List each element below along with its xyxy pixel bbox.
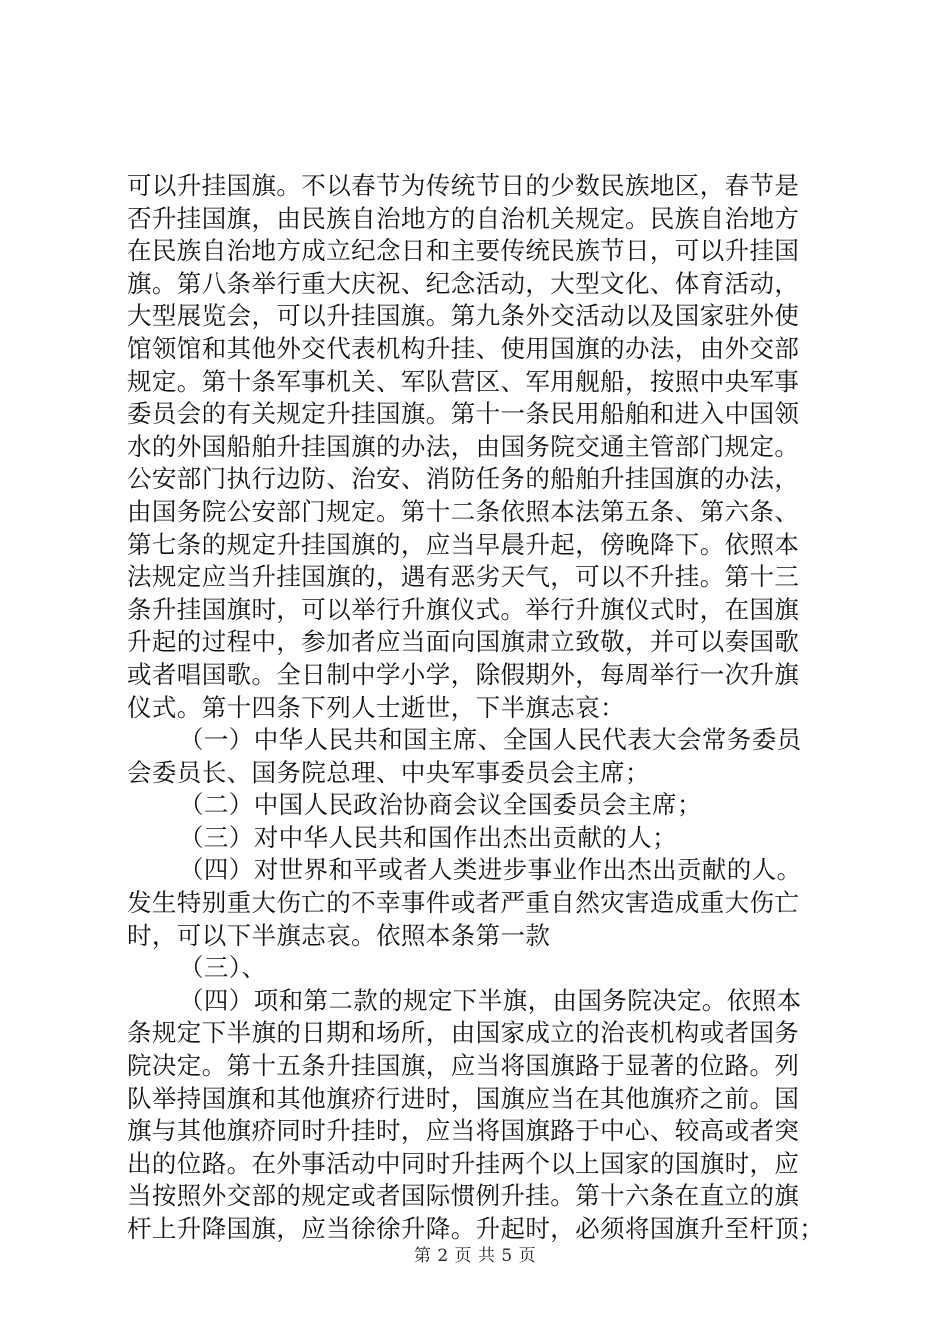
- text-line: 旗。第八条举行重大庆祝、纪念活动，大型文化、体育活动，: [127, 268, 800, 298]
- text-line: （三）、: [179, 953, 267, 983]
- text-line: 发生特别重大伤亡的不幸事件或者严重自然灾害造成重大伤亡: [127, 888, 800, 918]
- text-line: 公安部门执行边防、治安、消防任务的船舶升挂国旗的办法，: [127, 464, 800, 494]
- text-line: 升起的过程中，参加者应当面向国旗肃立致敬，并可以奏国歌: [127, 627, 800, 657]
- text-line: 杆上升降国旗，应当徐徐升降。升起时，必须将国旗升至杆顶；: [127, 1214, 825, 1243]
- text-line: 条规定下半旗的日期和场所，由国家成立的治丧机构或者国务: [127, 1018, 800, 1048]
- text-line: 条升挂国旗时，可以举行升旗仪式。举行升旗仪式时，在国旗: [127, 594, 800, 624]
- text-line: 第七条的规定升挂国旗的，应当早晨升起，傍晚降下。依照本: [127, 529, 800, 559]
- text-line: 否升挂国旗，由民族自治地方的自治机关规定。民族自治地方: [127, 203, 800, 233]
- text-line: 会委员长、国务院总理、中央军事委员会主席；: [127, 757, 650, 787]
- text-line: 出的位路。在外事活动中同时升挂两个以上国家的国旗时，应: [127, 1148, 800, 1178]
- text-line: （一）中华人民共和国主席、全国人民代表大会常务委员: [179, 725, 802, 755]
- text-line: （二）中国人民政治协商会议全国委员会主席；: [179, 790, 702, 820]
- text-line: 大型展览会，可以升挂国旗。第九条外交活动以及国家驻外使: [127, 301, 800, 331]
- text-line: 在民族自治地方成立纪念日和主要传统民族节日，可以升挂国: [127, 236, 800, 266]
- text-line: 时，可以下半旗志哀。依照本条第一款: [127, 920, 551, 950]
- text-line: 规定。第十条军事机关、军队营区、军用舰船，按照中央军事: [127, 366, 800, 396]
- text-line: 水的外国船舶升挂国旗的办法，由国务院交通主管部门规定。: [127, 431, 800, 461]
- text-line: 委员会的有关规定升挂国旗。第十一条民用船舶和进入中国领: [127, 399, 800, 429]
- text-line: 旗与其他旗疥同时升挂时，应当将国旗路于中心、较高或者突: [127, 1116, 800, 1146]
- text-line: 队举持国旗和其他旗疥行进时，国旗应当在其他旗疥之前。国: [127, 1083, 800, 1113]
- text-line: 仪式。第十四条下列人士逝世，下半旗志哀：: [127, 692, 625, 722]
- text-line: 可以升挂国旗。不以春节为传统节日的少数民族地区，春节是: [127, 171, 800, 200]
- page-footer: 第 2 页 共 5 页: [413, 1246, 537, 1266]
- text-line: 院决定。第十五条升挂国旗，应当将国旗路于显著的位路。列: [127, 1051, 800, 1081]
- text-line: 当按照外交部的规定或者国际惯例升挂。第十六条在直立的旗: [127, 1181, 800, 1211]
- text-line: （三）对中华人民共和国作出杰出贡献的人；: [179, 822, 677, 852]
- document-body: [127, 170, 842, 1246]
- text-line: 由国务院公安部门规定。第十二条依照本法第五条、第六条、: [127, 496, 800, 526]
- text-line: 馆领馆和其他外交代表机构升挂、使用国旗的办法，由外交部: [127, 333, 800, 363]
- text-line: （四）对世界和平或者人类进步事业作出杰出贡献的人。: [179, 855, 802, 885]
- text-line: 或者唱国歌。全日制中学小学，除假期外，每周举行一次升旗: [127, 659, 800, 689]
- text-line: 法规定应当升挂国旗的，遇有恶劣天气，可以不升挂。第十三: [127, 562, 800, 592]
- text-line: （四）项和第二款的规定下半旗，由国务院决定。依照本: [179, 985, 802, 1015]
